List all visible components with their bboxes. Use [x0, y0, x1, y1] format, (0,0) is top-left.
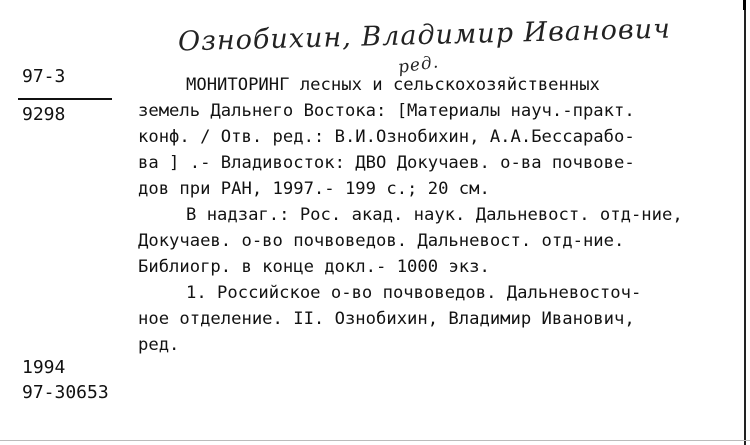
card-right-edge	[744, 0, 746, 445]
call-number-top: 97-3	[22, 66, 66, 87]
call-number-bottom: 9298	[22, 104, 66, 125]
entry-line: земель Дальнего Востока: [Материалы науч.-практ.	[138, 101, 635, 121]
call-number-divider	[18, 98, 112, 100]
card-bottom-edge	[0, 440, 750, 441]
entry-line: Библиогр. в конце докл.- 1000 экз.	[138, 257, 490, 277]
entry-line: ред.	[138, 335, 180, 355]
entry-line: В надзаг.: Рос. акад. наук. Дальневост. отд-ние,	[186, 205, 683, 225]
entry-line: Докучаев. о-во почвоведов. Дальневост. отд-ние.	[138, 231, 625, 251]
entry-line: МОНИТОРИНГ лесных и сельскохозяйственных	[186, 75, 600, 95]
control-number: 97-30653	[22, 382, 109, 403]
entry-line: конф. / Отв. ред.: В.И.Ознобихин, А.А.Бессарабо-	[138, 127, 635, 147]
publication-year: 1994	[22, 357, 66, 378]
handwritten-author-name: Ознобихин, Владимир Иванович	[177, 13, 672, 58]
entry-line: дов при РАН, 1997.- 199 с.; 20 см.	[138, 179, 490, 199]
handwritten-editor-note: ред.	[396, 52, 441, 78]
entry-line: 1. Российское о-во почвоведов. Дальневосточ-	[186, 283, 642, 303]
card-edge-mark	[743, 0, 746, 10]
entry-line: ва ] .- Владивосток: ДВО Докучаев. о-ва почвове-	[138, 153, 635, 173]
entry-line: ное отделение. II. Ознобихин, Владимир Иванович,	[138, 309, 635, 329]
